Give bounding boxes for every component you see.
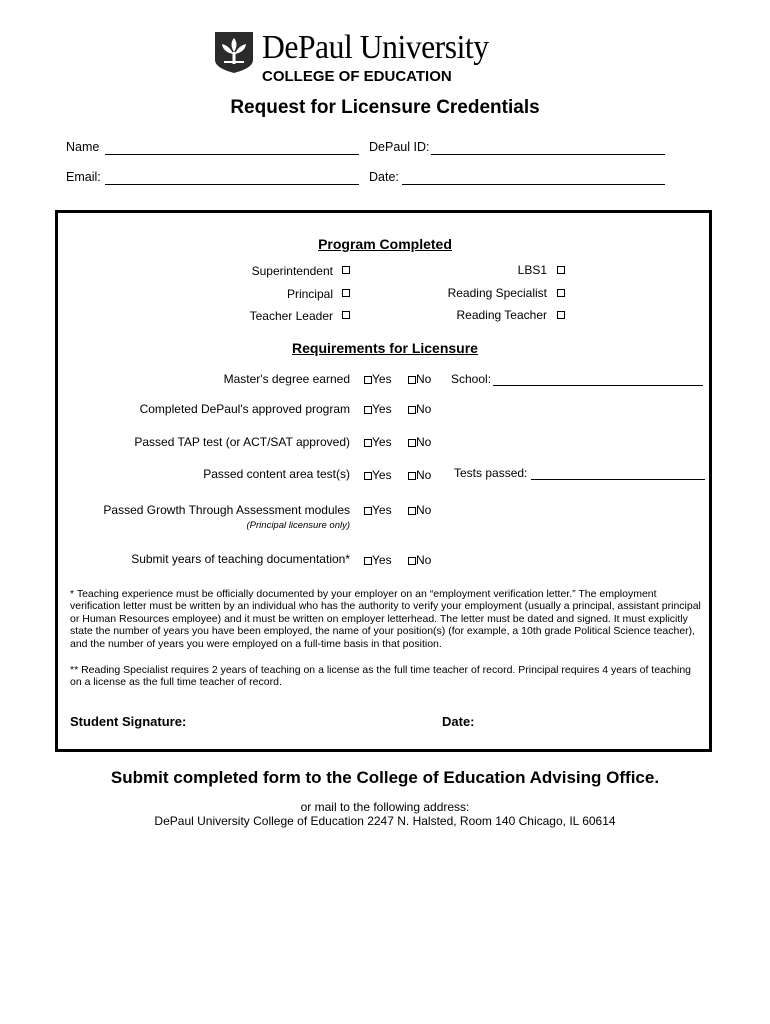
email-label: Email: [66, 170, 101, 184]
yes-checkbox[interactable] [364, 472, 372, 480]
yes-checkbox[interactable] [364, 507, 372, 515]
depaul-id-label: DePaul ID: [369, 140, 430, 154]
requirement-masters: Master's degree earned [223, 372, 350, 386]
university-name: DePaul University [262, 29, 489, 66]
yes-checkbox[interactable] [364, 439, 372, 447]
program-option-teacher-leader: Teacher Leader [249, 309, 333, 323]
no-option[interactable]: No [408, 402, 431, 416]
no-checkbox[interactable] [408, 406, 416, 414]
mail-instruction: or mail to the following address: [300, 800, 470, 814]
mailing-address: DePaul University College of Education 2247 N. Halsted, Room 140 Chicago, IL 60614 [154, 814, 616, 828]
date-field[interactable] [402, 184, 665, 185]
reading-specialist-note: ** Reading Specialist requires 2 years of teaching on a license as the full time teacher of record. Principal requires 4 years of teaching on a license as the full time teacher of record. [70, 664, 692, 689]
no-checkbox[interactable] [408, 472, 416, 480]
yes-option[interactable]: Yes [364, 372, 392, 386]
yes-option[interactable]: Yes [364, 402, 392, 416]
email-field[interactable] [105, 184, 359, 185]
requirement-growth-assessment: Passed Growth Through Assessment modules [103, 503, 350, 517]
teaching-documentation-note: * Teaching experience must be officially documented by your employer on an “employment verification letter.” The employment verification letter must be written by an individual who has the authority to verify your employment (usually a principal, assistant principal or Human Resources employee) and it must be written on employer letterhead. The letter must be dated and signed. It must explicitly state the number of years you have been employed, the name of your position(s) (for example, a 10th grade Political Science teacher), and the number of years you were employed on a full-time basis in that position. [70, 588, 701, 650]
name-field[interactable] [105, 154, 359, 155]
yes-option[interactable]: Yes [364, 468, 392, 482]
no-checkbox[interactable] [408, 439, 416, 447]
yes-option[interactable]: Yes [364, 435, 392, 449]
school-label: School: [451, 372, 492, 386]
college-name: COLLEGE OF EDUCATION [262, 68, 452, 85]
no-checkbox[interactable] [408, 557, 416, 565]
requirement-content-test: Passed content area test(s) [203, 467, 350, 481]
program-option-principal: Principal [286, 287, 333, 301]
no-option[interactable]: No [408, 503, 431, 517]
lbs1-checkbox[interactable] [557, 266, 565, 274]
requirement-teaching-documentation: Submit years of teaching documentation* [131, 552, 350, 566]
no-option[interactable]: No [408, 553, 431, 567]
program-option-reading-specialist: Reading Specialist [447, 286, 547, 300]
submit-instruction: Submit completed form to the College of Education Advising Office. [110, 768, 660, 787]
reading-teacher-checkbox[interactable] [557, 311, 565, 319]
depaul-shield-icon [212, 30, 256, 74]
no-option[interactable]: No [408, 468, 431, 482]
requirements-heading: Requirements for Licensure [292, 340, 478, 356]
program-option-reading-teacher: Reading Teacher [456, 308, 547, 322]
name-label: Name [66, 140, 100, 154]
no-checkbox[interactable] [408, 376, 416, 384]
no-option[interactable]: No [408, 435, 431, 449]
requirement-approved-program: Completed DePaul's approved program [139, 402, 350, 416]
teacher-leader-checkbox[interactable] [342, 311, 350, 319]
yes-option[interactable]: Yes [364, 503, 392, 517]
no-checkbox[interactable] [408, 507, 416, 515]
page-title: Request for Licensure Credentials [230, 97, 540, 118]
yes-option[interactable]: Yes [364, 553, 392, 567]
program-heading: Program Completed [318, 236, 452, 252]
requirement-tap-test: Passed TAP test (or ACT/SAT approved) [134, 435, 350, 449]
date-label: Date: [369, 170, 399, 184]
tests-passed-field[interactable] [531, 479, 705, 480]
student-signature-label: Student Signature: [70, 714, 187, 729]
yes-checkbox[interactable] [364, 376, 372, 384]
signature-date-label: Date: [442, 714, 475, 729]
yes-checkbox[interactable] [364, 557, 372, 565]
program-option-lbs1: LBS1 [517, 263, 547, 277]
no-option[interactable]: No [408, 372, 431, 386]
school-field[interactable] [493, 385, 703, 386]
program-option-superintendent: Superintendent [251, 264, 333, 278]
principal-checkbox[interactable] [342, 289, 350, 297]
tests-passed-label: Tests passed: [454, 466, 528, 480]
yes-checkbox[interactable] [364, 406, 372, 414]
superintendent-checkbox[interactable] [342, 266, 350, 274]
principal-only-note: (Principal licensure only) [246, 520, 350, 531]
depaul-id-field[interactable] [431, 154, 665, 155]
reading-specialist-checkbox[interactable] [557, 289, 565, 297]
